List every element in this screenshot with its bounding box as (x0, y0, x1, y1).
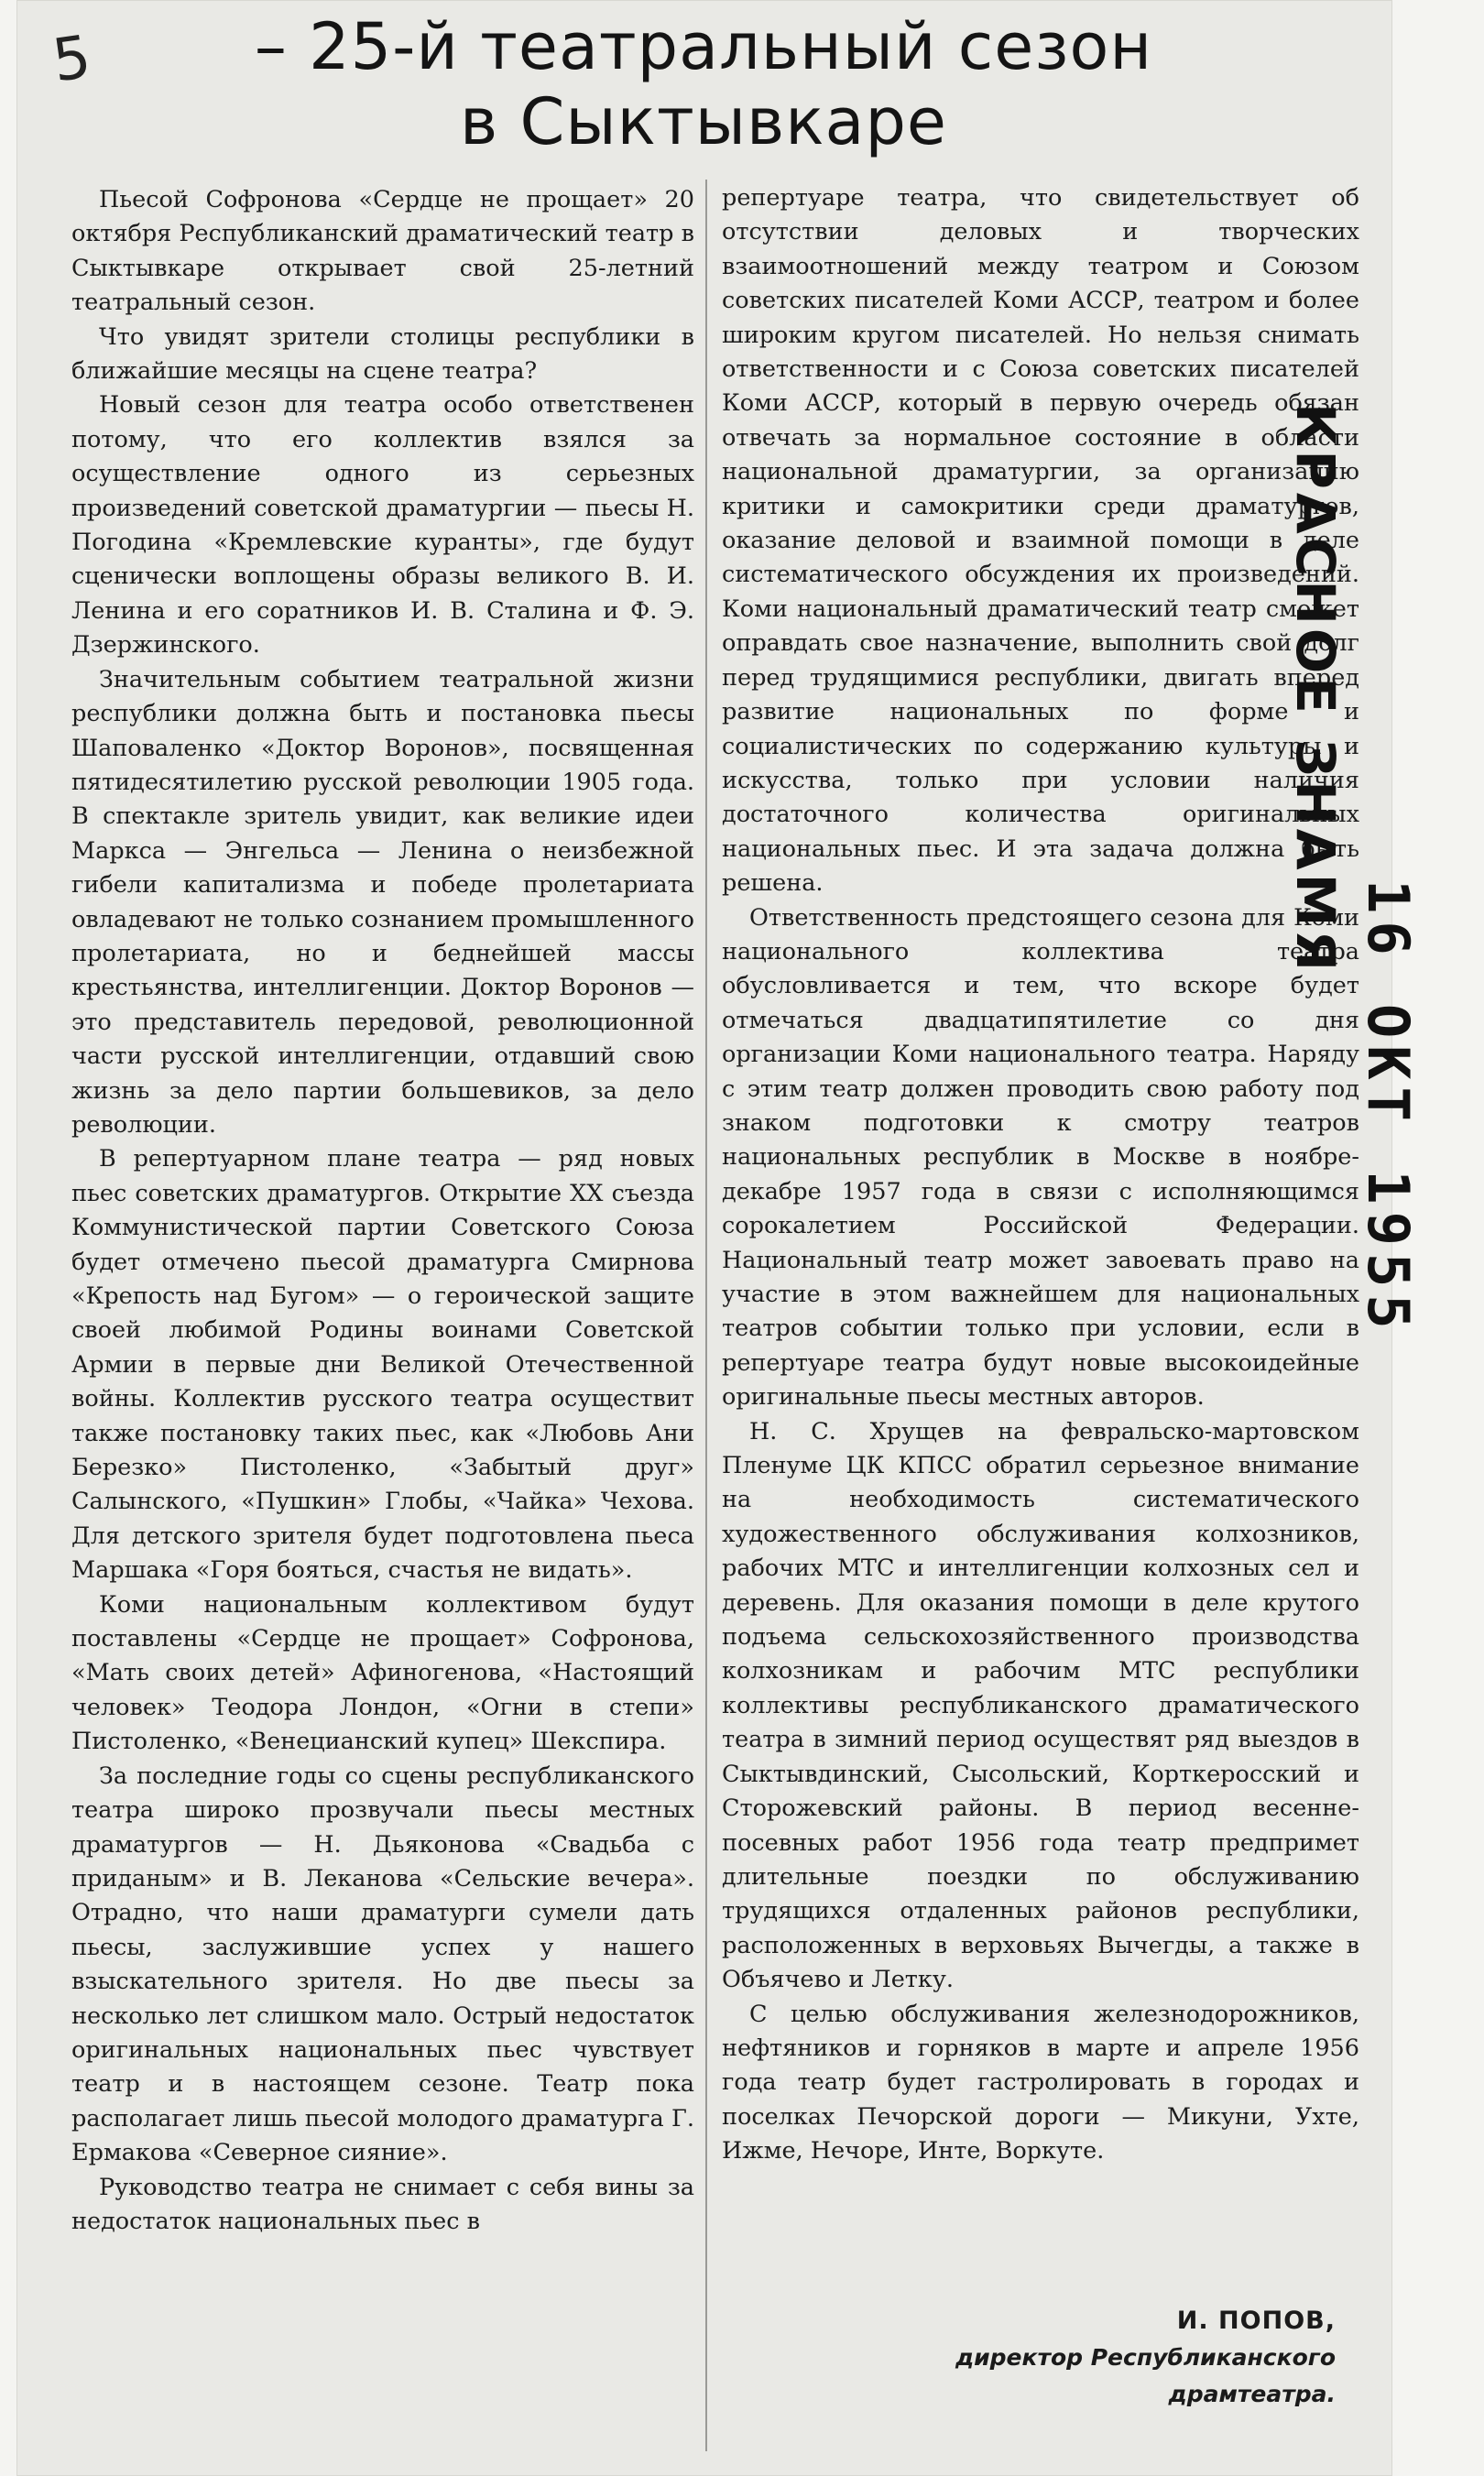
left-paragraph: Что увидят зрители столицы республики в ближайшие месяцы на сцене театра? (71, 322, 694, 386)
right-continuation: репертуаре театра, что свидетельствует об отсутствии деловых и творческих взаимоотношений между театром и Союзом советских писателей Коми АССР, театром и более широким кругом писателей. Но нельзя снимать ответственности и с Союза советских писателей Коми АССР, который в первую очередь обязан отвечать за нормальное состояние в области национальной драматургии, за организацию критики и самокритики среди драматургов, оказание деловой и взаимной помощи в деле систематического обсуждения их произведений. Коми национальный драматический театр сможет оправдать свое назначение, выполнить свой долг перед трудящимися республики, двигать вперед развитие национальных по форме и социалистических по содержанию культуры и искусства, только при условии наличия достаточного количества оригинальных национальных пьес. И эта задача должна быть решена. (722, 184, 1359, 898)
left-paragraph: Пьесой Софронова «Сердце не прощает» 20 октября Республиканский драматический театр в Сыктывкаре открывает свой 25-летний театральный сезон. (71, 186, 694, 317)
right-paragraph: Н. С. Хрущев на февральско-мартовском Пленуме ЦК КПСС обратил серьезное внимание на необходимость систематического художественного обслуживания колхозников, рабочих МТС и интеллигенции колхозных сел и деревень. Для оказания помощи в деле крутого подъема сельскохозяйственного производства колхозникам и рабочим МТС республики коллективы республиканского драматического театра в зимний период осуществят ряд выездов в Сыктывдинский, Сысольский, Корткеросский и Сторожевский районы. В период весенне-посевных работ 1956 года театр предпримет длительные поездки по обслуживанию трудящихся отдаленных районов республики, расположенных в верховьях Вычегды, а также в Объячево и Летку. (722, 1417, 1359, 1994)
headline-line-1: – 25-й театральный сезон (254, 9, 1153, 84)
left-paragraph: В репертуарном плане театра — ряд новых пьес советских драматургов. Открытие XX съезда Коммунистической партии Советского Союза будет отмечено пьесой драматурга Смирнова «Крепость над Бугом» — о героической защите своей любимой Родины воинами Советской Армии в первые дни Великой Отечественной войны. Коллектив русского театра осуществит также постановку таких пьес, как «Любовь Ани Березко» Пистоленко, «Забытый друг» Салынского, «Пушкин» Глобы, «Чайка» Чехова. Для детского зрителя будет подготовлена пьеса Маршака «Горя бояться, счастья не видать». (71, 1145, 694, 1585)
headline-line-2: в Сыктывкаре (460, 84, 947, 159)
headline (71, 9, 1336, 159)
left-paragraph: Коми национальным коллективом будут поставлены «Сердце не прощает» Софронова, «Мать своих детей» Афиногенова, «Настоящий человек» Теодора Лондон, «Огни в степи» Пистоленко, «Венецианский купец» Шекспира. (71, 1590, 694, 1756)
left-paragraph: За последние годы со сцены республиканского театра широко прозвучали пьесы местных драматургов — Н. Дьяконова «Свадьба с приданым» и В. Леканова «Сельские вечера». Отрадно, что наши драматурги сумели дать пьесы, заслужившие успех у нашего взыскательного зрителя. Но две пьесы за несколько лет слишком мало. Острый недостаток оригинальных национальных пьес чувствует театр и в настоящем сезоне. Театр пока располагает лишь пьесой молодого драматурга Г. Ермакова «Северное сияние». (71, 1762, 694, 2167)
date-stamp: 16 ОКТ 1955 (1355, 879, 1422, 1336)
right-paragraph: С целью обслуживания железнодорожников, нефтяников и горняков в марте и апреле 1956 года театр будет гастролировать в городах и поселках Печорской дороги — Микуни, Ухте, Ижме, Нечоре, Инте, Воркуте. (722, 2000, 1359, 2165)
author-position: директор Республиканского (955, 2344, 1336, 2371)
author-name: И. ПОПОВ, (1176, 2307, 1336, 2335)
left-paragraph: Значительным событием театральной жизни республики должна быть и постановка пьесы Шаповаленко «Доктор Воронов», посвященная пятидесятилетию русской революции 1905 года. В спектакле зритель увидит, как великие идеи Маркса — Энгельса — Ленина о неизбежной гибели капитализма и победе пролетариата овладевают не только сознанием промышленного пролетариата, но и беднейшей массы крестьянства, интеллигенции. Доктор Воронов — это представитель передовой, революционной части русской интеллигенции, отдавший свою жизнь за дело партии большевиков, за дело революции. (71, 665, 694, 1139)
signature-block (841, 2303, 1336, 2413)
column-divider (705, 180, 707, 2451)
right-column (722, 181, 1359, 2169)
left-column (71, 183, 694, 2239)
newspaper-clipping (16, 0, 1392, 2476)
left-paragraph: Новый сезон для театра особо ответственен потому, что его коллектив взялся за осуществление одного из серьезных произведений советской драматургии — пьесы Н. Погодина «Кремлевские куранты», где будут сценически воплощены образы великого В. И. Ленина и его соратников И. В. Сталина и Ф. Э. Дзержинского. (71, 391, 694, 660)
right-paragraph: Ответственность предстоящего сезона для Коми национального коллектива театра обусловливается и тем, что вскоре будет отмечаться двадцатипятилетие со дня организации Коми национального театра. Наряду с этим театр должен проводить свою работу под знаком подготовки к смотру театров национальных республик в Москве в ноябре-декабре 1957 года в связи с исполняющимся сорокалетием Российской Федерации. Национальный театр может завоевать право на участие в этом важнейшем для национальных театров событии только при условии, если в репертуаре театра будут новые высокоидейные оригинальные пьесы местных авторов. (722, 903, 1359, 1412)
newspaper-name-stamp: КРАСНОЕ ЗНАМЯ (1284, 403, 1347, 976)
handwritten-mark: 5 (49, 23, 95, 96)
left-paragraph: Руководство театра не снимает с себя вины за недостаток национальных пьес в (71, 2173, 694, 2235)
author-position-cont: драмтеатра. (1168, 2381, 1336, 2407)
